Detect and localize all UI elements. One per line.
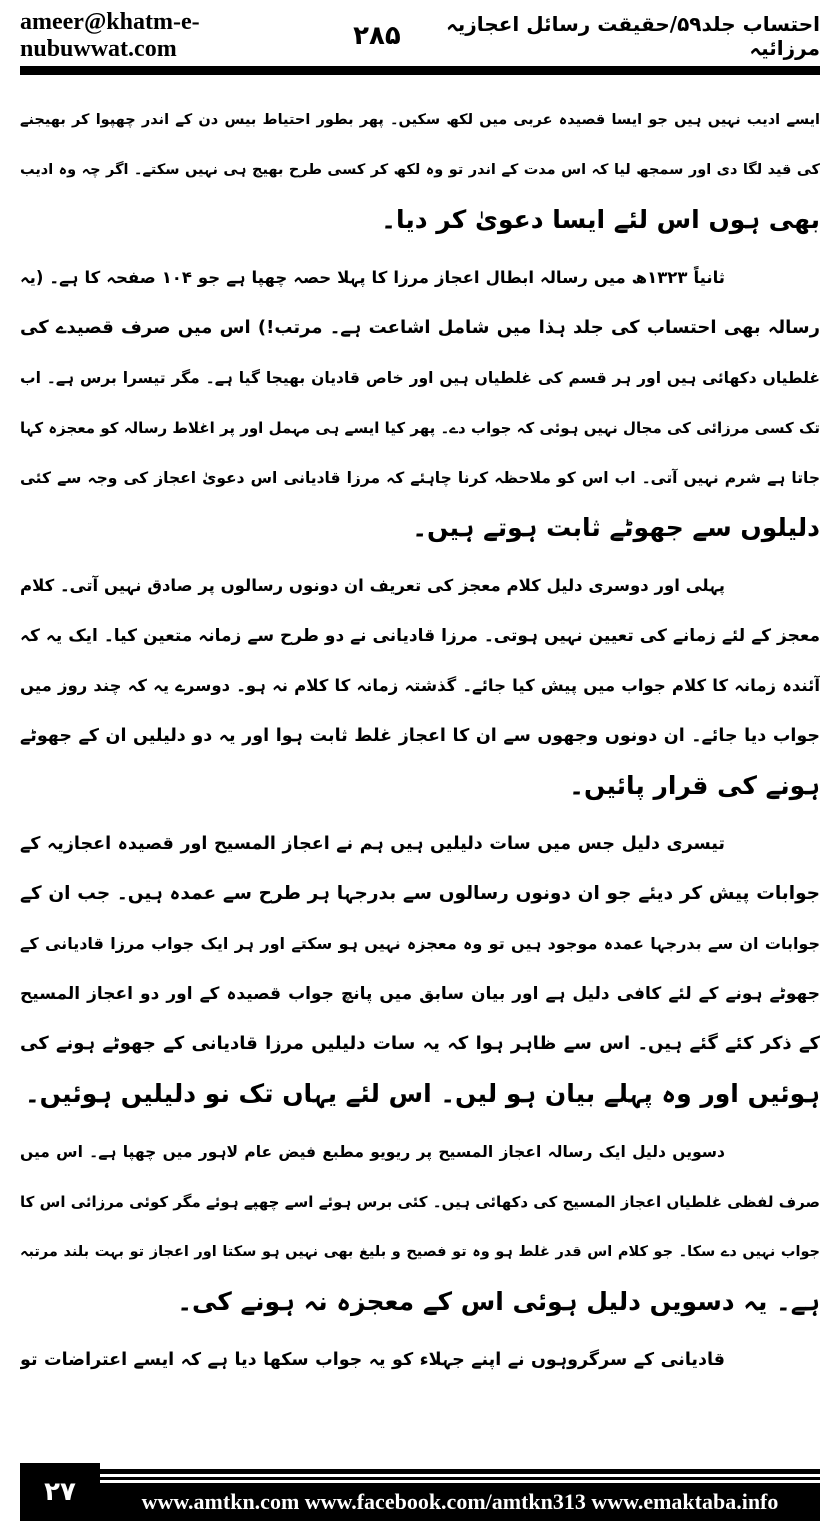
text-line: دسویں دلیل ایک رسالہ اعجاز المسیح پر ریویو مطبع فیض عام لاہور میں چھپا ہے۔ اس میں [20,1143,725,1161]
header-rule [20,66,820,75]
text-line: بھی ہوں اس لئے ایسا دعویٰ کر دیا۔ [381,205,820,234]
text-line: تک کسی مرزائی کی مجال نہیں ہوئی کہ جواب دے۔ پھر کیا ایسے ہی مہمل اور پر اغلاط رسالہ کو معجزہ کہا [20,419,820,437]
footer-page-number: ۲۷ [20,1463,100,1521]
footer-rule [100,1477,820,1480]
header-page-number: ۲۸۵ [353,21,401,51]
text-line: دلیلوں سے جھوٹے ثابت ہوتے ہیں۔ [412,513,820,542]
footer-rule [100,1469,820,1474]
text-line: کی قید لگا دی اور سمجھ لیا کہ اس مدت کے اندر تو وہ لکھ کر کسی طرح بھیج ہی نہیں سکتے۔ اگر چہ وہ ادیب [20,162,820,178]
text-line: جواب دیا جائے۔ ان دونوں وجھوں سے ان کا اعجاز غلط ثابت ہوا اور یہ دو دلیلیں ان کے جھوٹے [20,726,820,746]
text-line: جوابات ان سے بدرجہا عمدہ موجود ہیں تو وہ معجزہ نہیں ہو سکتے اور ہر ایک جواب مرزا قادیانی کے [20,934,820,953]
footer-links: www.amtkn.com www.facebook.com/amtkn313 www.emaktaba.info [100,1483,820,1521]
text-line: ہے۔ یہ دسویں دلیل ہوئی اس کے معجزہ نہ ہونے کی۔ [177,1287,820,1316]
text-line: جوابات پیش کر دیئے جو ان دونوں رسالوں سے بدرجہا ہر طرح سے عمدہ ہیں۔ جب ان کے [20,883,820,904]
text-line: جاتا ہے شرم نہیں آتی۔ اب اس کو ملاحظہ کرنا چاہئے کہ مرزا قادیانی اس دعویٰ اعجاز کی وجہ سے کئی [20,469,820,487]
text-line: رسالہ بھی احتساب کی جلد ہذا میں شامل اشاعت ہے۔ مرتب!) اس میں صرف قصیدے کی [20,317,820,338]
text-line: جھوٹے ہونے کے لئے کافی دلیل ہے اور بیان سابق میں پانچ جواب قصیدہ کے اور دو اعجاز المسیح [20,984,820,1004]
text-line: آئندہ زمانہ کا کلام جواب میں پیش کیا جائے۔ گذشتہ زمانہ کا کلام نہ ہو۔ دوسرے یہ کہ چند روز میں [20,676,820,695]
text-line: معجز کے لئے زمانے کی تعیین نہیں ہوتی۔ مرزا قادیانی نے دو طرح سے زمانہ متعین کیا۔ ایک یہ کہ [20,626,820,646]
text-line: ثانیاً ۱۳۲۳ھ میں رسالہ ابطال اعجاز مرزا کا پہلا حصہ چھپا ہے جو ۱۰۴ صفحہ کا ہے۔ (یہ [20,268,725,287]
header-email: ameer@khatm-e-nubuwwat.com [20,9,200,62]
header-title: احتساب جلد۵۹/حقیقت رسائل اعجازیہ مرزائیہ [446,12,820,60]
text-line: پہلی اور دوسری دلیل کلام معجز کی تعریف ان دونوں رسالوں پر صادق نہیں آتی۔ کلام [20,576,725,595]
page-footer [20,1463,820,1521]
text-line: غلطیاں دکھائی ہیں اور ہر قسم کی غلطیاں ہیں اور خاص قادیان بھیجا گیا ہے۔ مگر تیسرا برس ہے۔ اب [20,369,820,387]
text-line: صرف لفظی غلطیاں اعجاز المسیح کی دکھائی ہیں۔ کئی برس ہوئے اسے چھپے ہوئے مگر کوئی مرزائی اس کا [20,1193,820,1211]
text-line: قادیانی کے سرگروہوں نے اپنے جہلاء کو یہ جواب سکھا دیا ہے کہ ایسے اعتراضات تو [20,1350,725,1370]
page-body [20,95,820,1385]
text-line: ہونے کی قرار پائیں۔ [569,771,820,800]
text-line: کے ذکر کئے گئے ہیں۔ اس سے ظاہر ہوا کہ یہ سات دلیلیں مرزا قادیانی کے جھوٹے ہونے کی [20,1033,820,1054]
text-line: ایسے ادیب نہیں ہیں جو ایسا قصیدہ عربی میں لکھ سکیں۔ پھر بطور احتیاط بیس دن کے اندر چھپوا کر بھیجنے [20,112,820,128]
text-line: تیسری دلیل جس میں سات دلیلیں ہیں ہم نے اعجاز المسیح اور قصیدہ اعجازیہ کے [20,834,725,854]
text-line: جواب نہیں دے سکا۔ جو کلام اس قدر غلط ہو وہ تو فصیح و بلیغ بھی نہیں ہو سکتا اور اعجاز تو بہت بلند مرتبہ [20,1244,820,1260]
page-header [20,9,820,62]
text-line: ہوئیں اور وہ پہلے بیان ہو لیں۔ اس لئے یہاں تک نو دلیلیں ہوئیں۔ [24,1079,820,1108]
header-left [20,9,401,63]
